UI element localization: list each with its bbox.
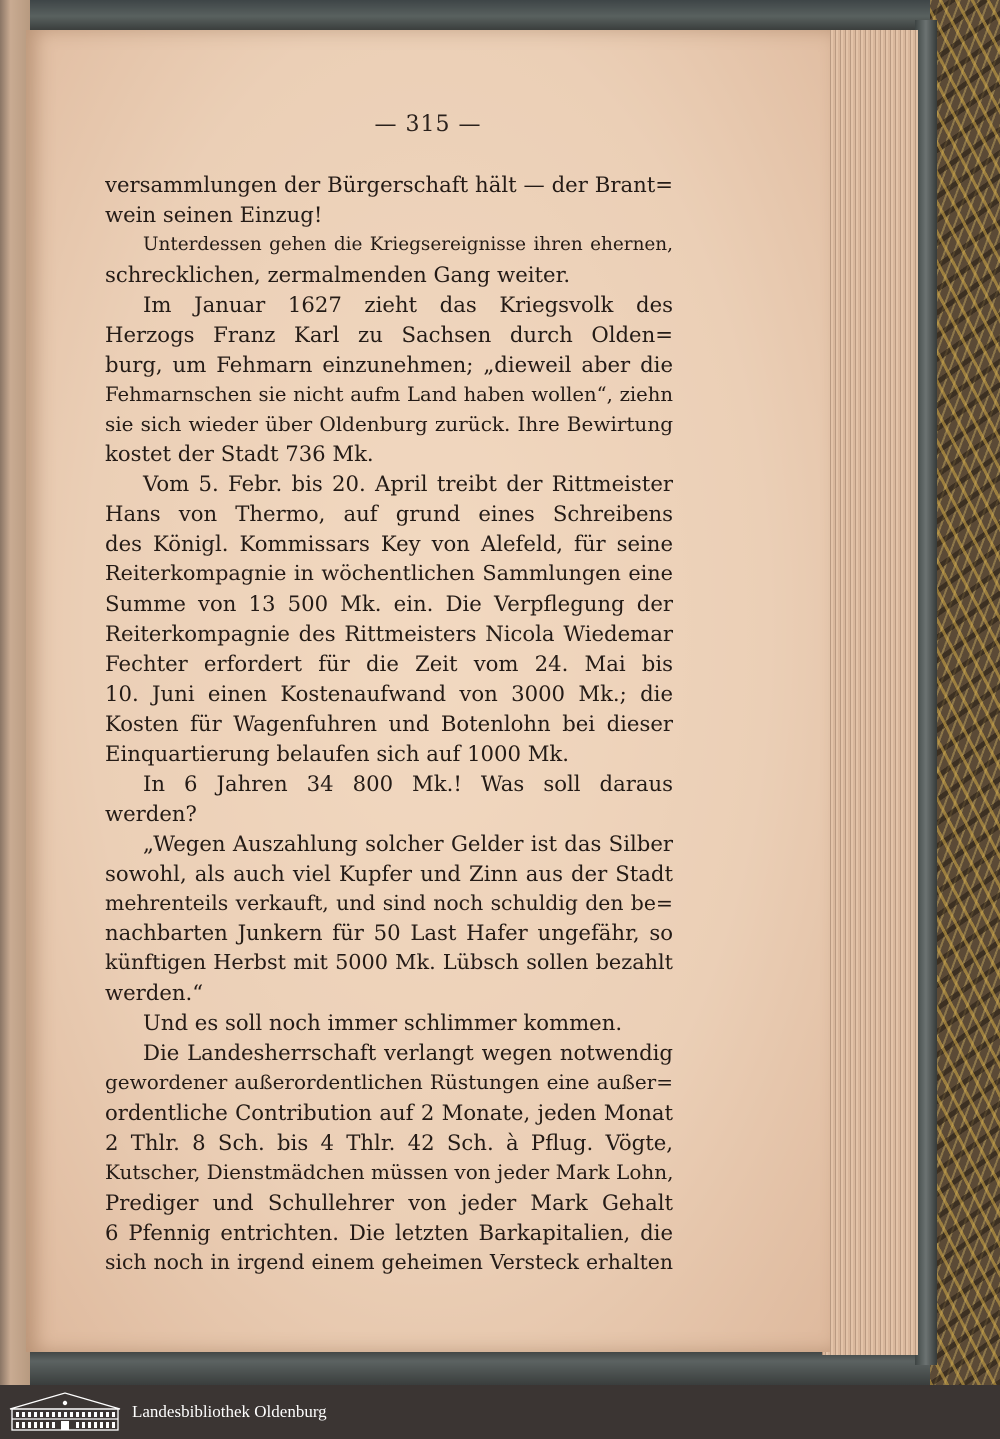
text-line: In 6 Jahren 34 800 Mk.! Was soll daraus <box>143 770 673 796</box>
text-line: Und es soll noch immer schlimmer kommen. <box>143 1010 623 1036</box>
text-line: wein seinen Einzug! <box>105 201 323 227</box>
book-page <box>26 30 830 1352</box>
text-line: sie sich wieder über Oldenburg zurück. Ihre Bewirtung <box>105 411 673 436</box>
text-line: gewordener außerordentlichen Rüstungen eine außer= <box>105 1070 673 1095</box>
text-line: Hans von Thermo, auf grund eines Schreibens <box>105 501 673 527</box>
text-line: Im Januar 1627 zieht das Kriegsvolk des <box>143 291 673 317</box>
text-line: mehrenteils verkauft, und sind noch schuldig den be= <box>105 890 673 915</box>
text-line: Reiterkompagnie in wöchentlichen Sammlungen eine <box>105 561 673 586</box>
text-line: werden? <box>105 800 197 826</box>
text-line: schrecklichen, zermalmenden Gang weiter. <box>105 261 571 287</box>
text-line: Reiterkompagnie des Rittmeisters Nicola Wiedemar <box>105 621 673 647</box>
text-line: Kosten für Wagenfuhren und Botenlohn bei dieser <box>105 710 673 736</box>
text-line: künftigen Herbst mit 5000 Mk. Lübsch sollen bezahlt <box>105 950 673 975</box>
text-line: 10. Juni einen Kostenaufwand von 3000 Mk.; die <box>105 680 673 706</box>
text-line: Kutscher, Dienstmädchen müssen von jeder Mark Lohn, <box>105 1159 673 1184</box>
text-line: sowohl, als auch viel Kupfer und Zinn aus der Stadt <box>105 860 673 886</box>
footer-bar <box>0 1385 1000 1439</box>
text-line: des Königl. Kommissars Key von Alefeld, für seine <box>105 531 673 557</box>
text-line: Summe von 13 500 Mk. ein. Die Verpflegung der <box>105 591 673 617</box>
text-line: sich noch in irgend einem geheimen Versteck erhalten <box>105 1249 673 1274</box>
text-line: burg, um Fehmarn einzunehmen; „dieweil aber die <box>105 351 673 377</box>
text-line: Unterdessen gehen die Kriegsereignisse ihren ehernen, <box>143 233 673 255</box>
text-line: werden.“ <box>105 980 204 1006</box>
text-line: Herzogs Franz Karl zu Sachsen durch Olden= <box>105 321 673 347</box>
text-line: nachbarten Junkern für 50 Last Hafer ungefähr, so <box>105 920 673 946</box>
page-text-block <box>105 170 673 1278</box>
text-line: 6 Pfennig entrichten. Die letzten Barkapitalien, die <box>105 1219 673 1245</box>
text-line: Prediger und Schullehrer von jeder Mark Gehalt <box>105 1189 673 1215</box>
page-stack-edges <box>822 30 918 1355</box>
text-line: 2 Thlr. 8 Sch. bis 4 Thlr. 42 Sch. à Pflug. Vögte, <box>105 1130 673 1155</box>
text-line: „Wegen Auszahlung solcher Gelder ist das Silber <box>143 830 673 856</box>
text-line: Vom 5. Febr. bis 20. April treibt der Rittmeister <box>143 471 673 497</box>
library-building-icon <box>6 1389 124 1433</box>
text-line: Einquartierung belaufen sich auf 1000 Mk. <box>105 740 569 766</box>
text-line: Fehmarnschen sie nicht aufm Land haben wollen“, ziehn <box>105 382 673 406</box>
cover-board-edge <box>915 20 937 1365</box>
text-line: Die Landesherrschaft verlangt wegen notwendig <box>143 1040 673 1066</box>
marbled-cover-board <box>930 0 1000 1385</box>
library-name: Landesbibliothek Oldenburg <box>132 1402 327 1421</box>
text-line: kostet der Stadt 736 Mk. <box>105 441 374 467</box>
text-line: ordentliche Contribution auf 2 Monate, jeden Monat <box>105 1100 673 1126</box>
text-line: versammlungen der Bürgerschaft hält — der Brant= <box>105 172 673 197</box>
text-line: Fechter erfordert für die Zeit vom 24. Mai bis <box>105 651 673 676</box>
page-number: — 315 — <box>374 112 482 137</box>
